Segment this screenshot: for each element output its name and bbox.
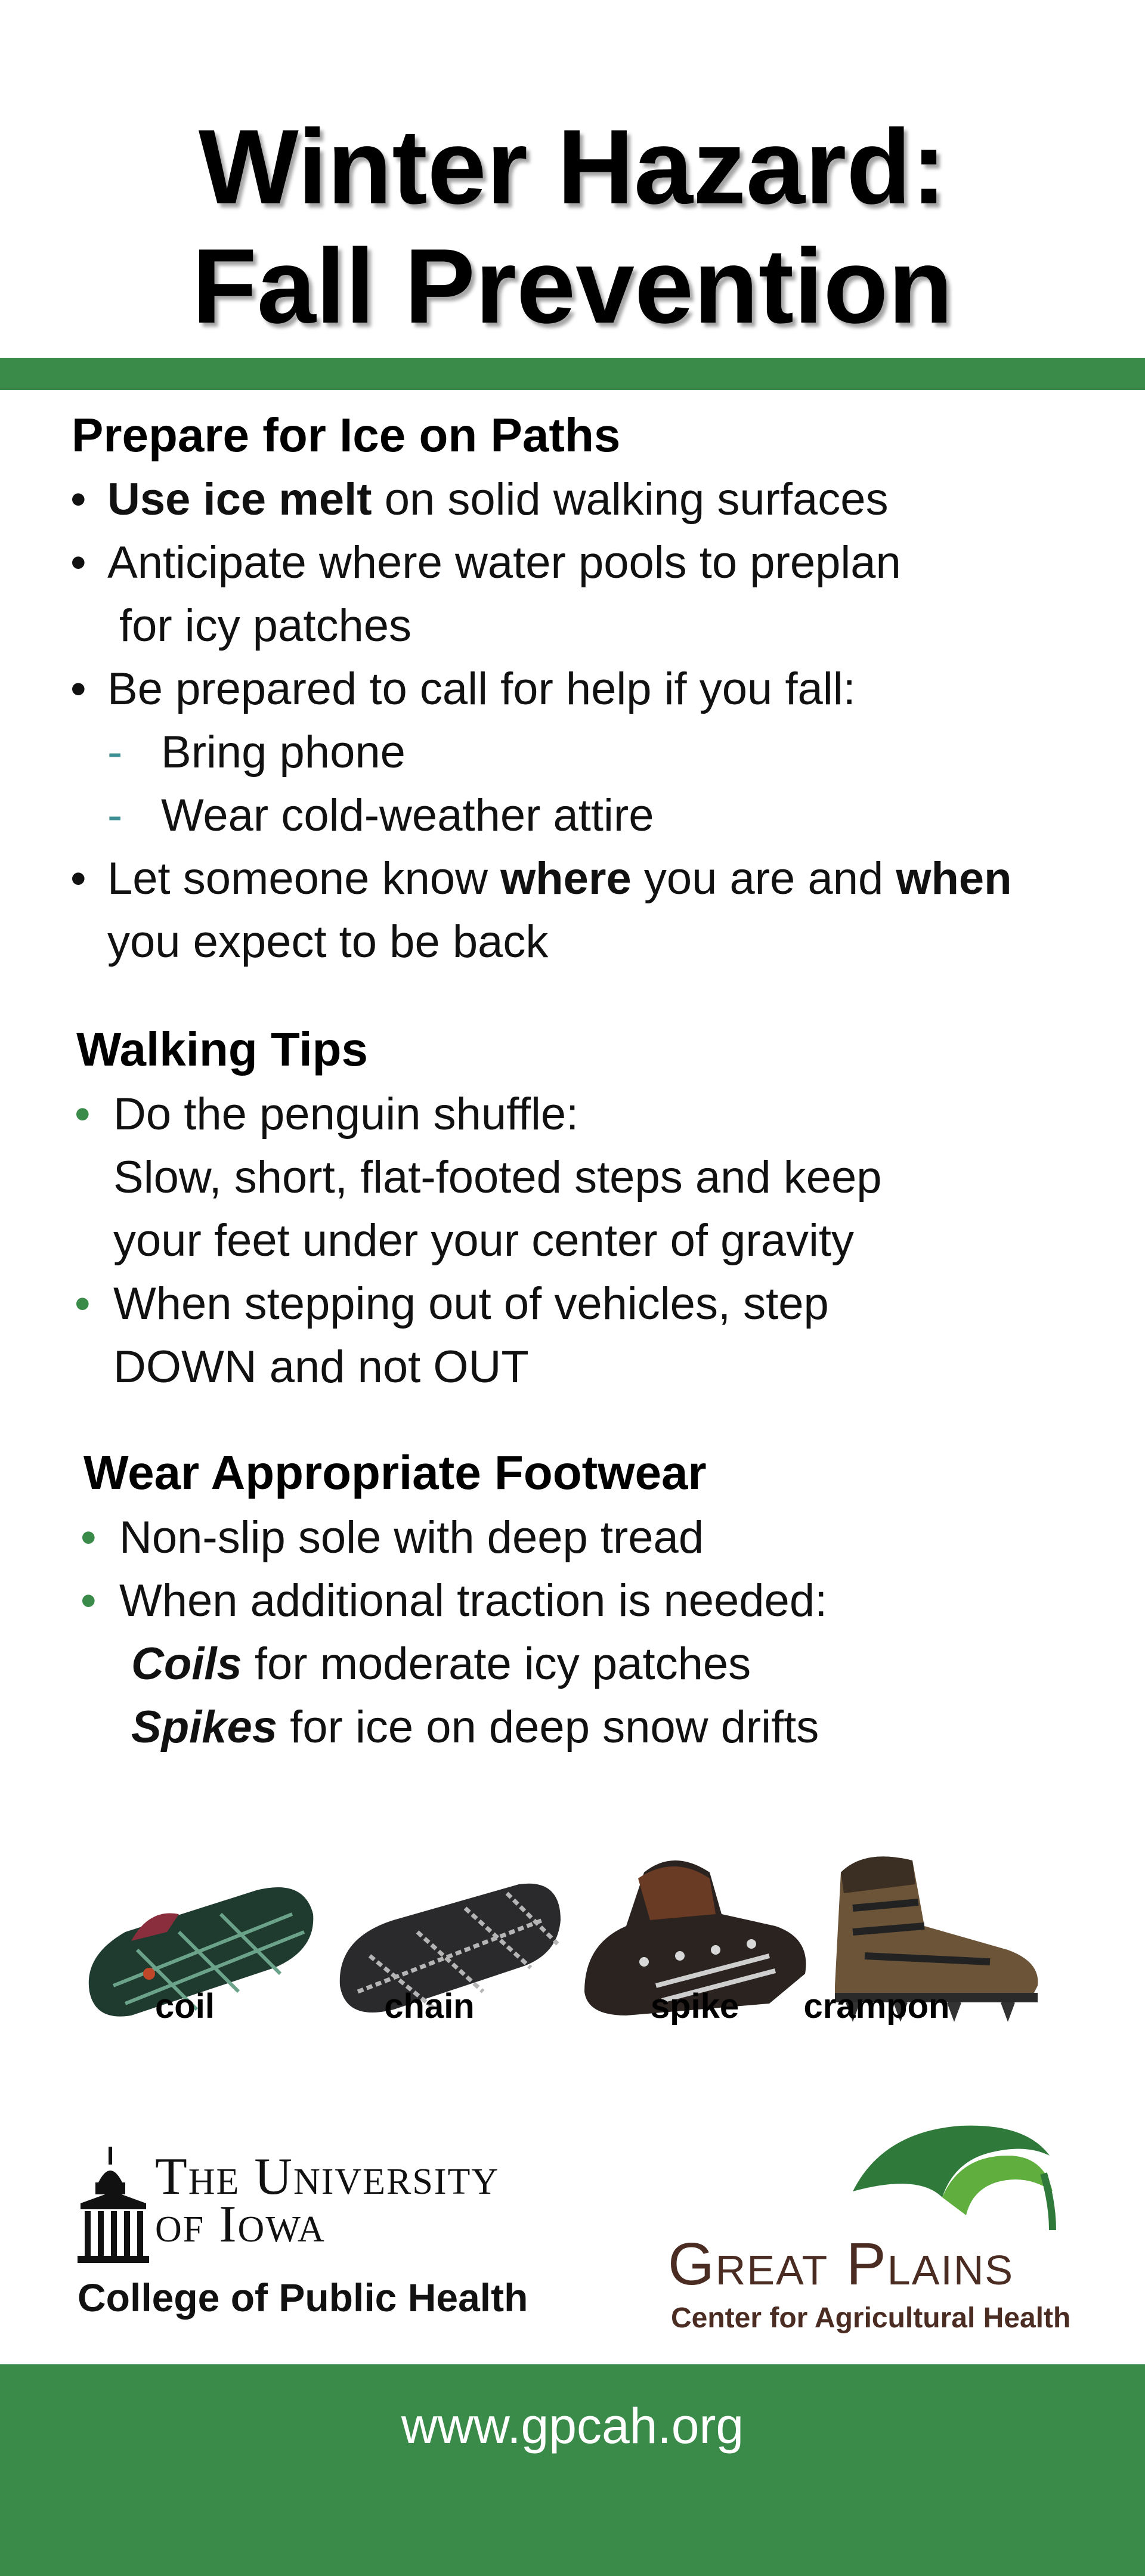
- ice-bullet-4-line-2: you expect to be back: [107, 917, 549, 967]
- coil-label: coil: [155, 1987, 215, 2026]
- bullet: •: [81, 1575, 97, 1626]
- spike-label: spike: [650, 1987, 739, 2026]
- spikes-line: Spikes for ice on deep snow drifts: [131, 1702, 819, 1753]
- bullet: •: [75, 1278, 91, 1329]
- title-line-1: Winter Hazard:: [198, 107, 947, 226]
- leaf-logo-icon: [847, 2120, 1073, 2233]
- coils-line: Coils for moderate icy patches: [131, 1639, 751, 1689]
- ice-bullet-2-line-2: for icy patches: [119, 600, 411, 651]
- ice-sub-bullet-1: Bring phone: [161, 727, 406, 778]
- ice-bullet-2-line-1: Anticipate where water pools to preplan: [107, 537, 901, 588]
- great-plains-name: Great Plains: [668, 2231, 1014, 2298]
- dash: -: [107, 790, 123, 841]
- top-green-band: [0, 358, 1145, 390]
- ice-heading: Prepare for Ice on Paths: [72, 408, 621, 462]
- page-title: [0, 107, 1145, 346]
- uiowa-college: College of Public Health: [78, 2275, 528, 2320]
- bullet: •: [75, 1089, 91, 1140]
- bullet: •: [81, 1512, 97, 1563]
- walking-bullet-1-line-2: Slow, short, flat-footed steps and keep: [113, 1152, 882, 1203]
- walking-bullet-2-line-2: DOWN and not OUT: [113, 1342, 529, 1392]
- walking-bullet-2-line-1: When stepping out of vehicles, step: [113, 1278, 829, 1329]
- ice-bullet-1: Use ice melt on solid walking surfaces: [107, 474, 889, 525]
- ice-bullet-4-line-1: Let someone know where you are and when: [107, 853, 1012, 904]
- bullet: •: [70, 664, 86, 714]
- uiowa-line-1: The University: [155, 2148, 500, 2206]
- uiowa-line-2: of Iowa: [155, 2196, 326, 2253]
- footwear-bullet-1: Non-slip sole with deep tread: [119, 1512, 704, 1563]
- walking-bullet-1-line-3: your feet under your center of gravity: [113, 1215, 854, 1266]
- uiowa-logo: [78, 2147, 555, 2343]
- bullet: •: [70, 537, 86, 588]
- walking-heading: Walking Tips: [76, 1023, 368, 1076]
- footwear-heading: Wear Appropriate Footwear: [83, 1446, 707, 1499]
- footer-band: [0, 2364, 1145, 2576]
- ice-melt-bold: Use ice melt: [107, 474, 372, 525]
- dash: -: [107, 727, 123, 778]
- ice-sub-bullet-2: Wear cold-weather attire: [161, 790, 654, 841]
- old-capitol-icon: [78, 2147, 149, 2266]
- ice-bullet-3: Be prepared to call for help if you fall:: [107, 664, 856, 714]
- chain-label: chain: [384, 1987, 475, 2026]
- footwear-bullet-2: When additional traction is needed:: [119, 1575, 828, 1626]
- footer-url[interactable]: www.gpcah.org: [401, 2398, 744, 2454]
- bullet: •: [70, 474, 86, 525]
- walking-bullet-1-line-1: Do the penguin shuffle:: [113, 1089, 579, 1140]
- bullet: •: [70, 853, 86, 904]
- crampon-label: crampon: [803, 1987, 950, 2026]
- title-line-2: Fall Prevention: [192, 227, 953, 345]
- great-plains-subtitle: Center for Agricultural Health: [671, 2302, 1071, 2334]
